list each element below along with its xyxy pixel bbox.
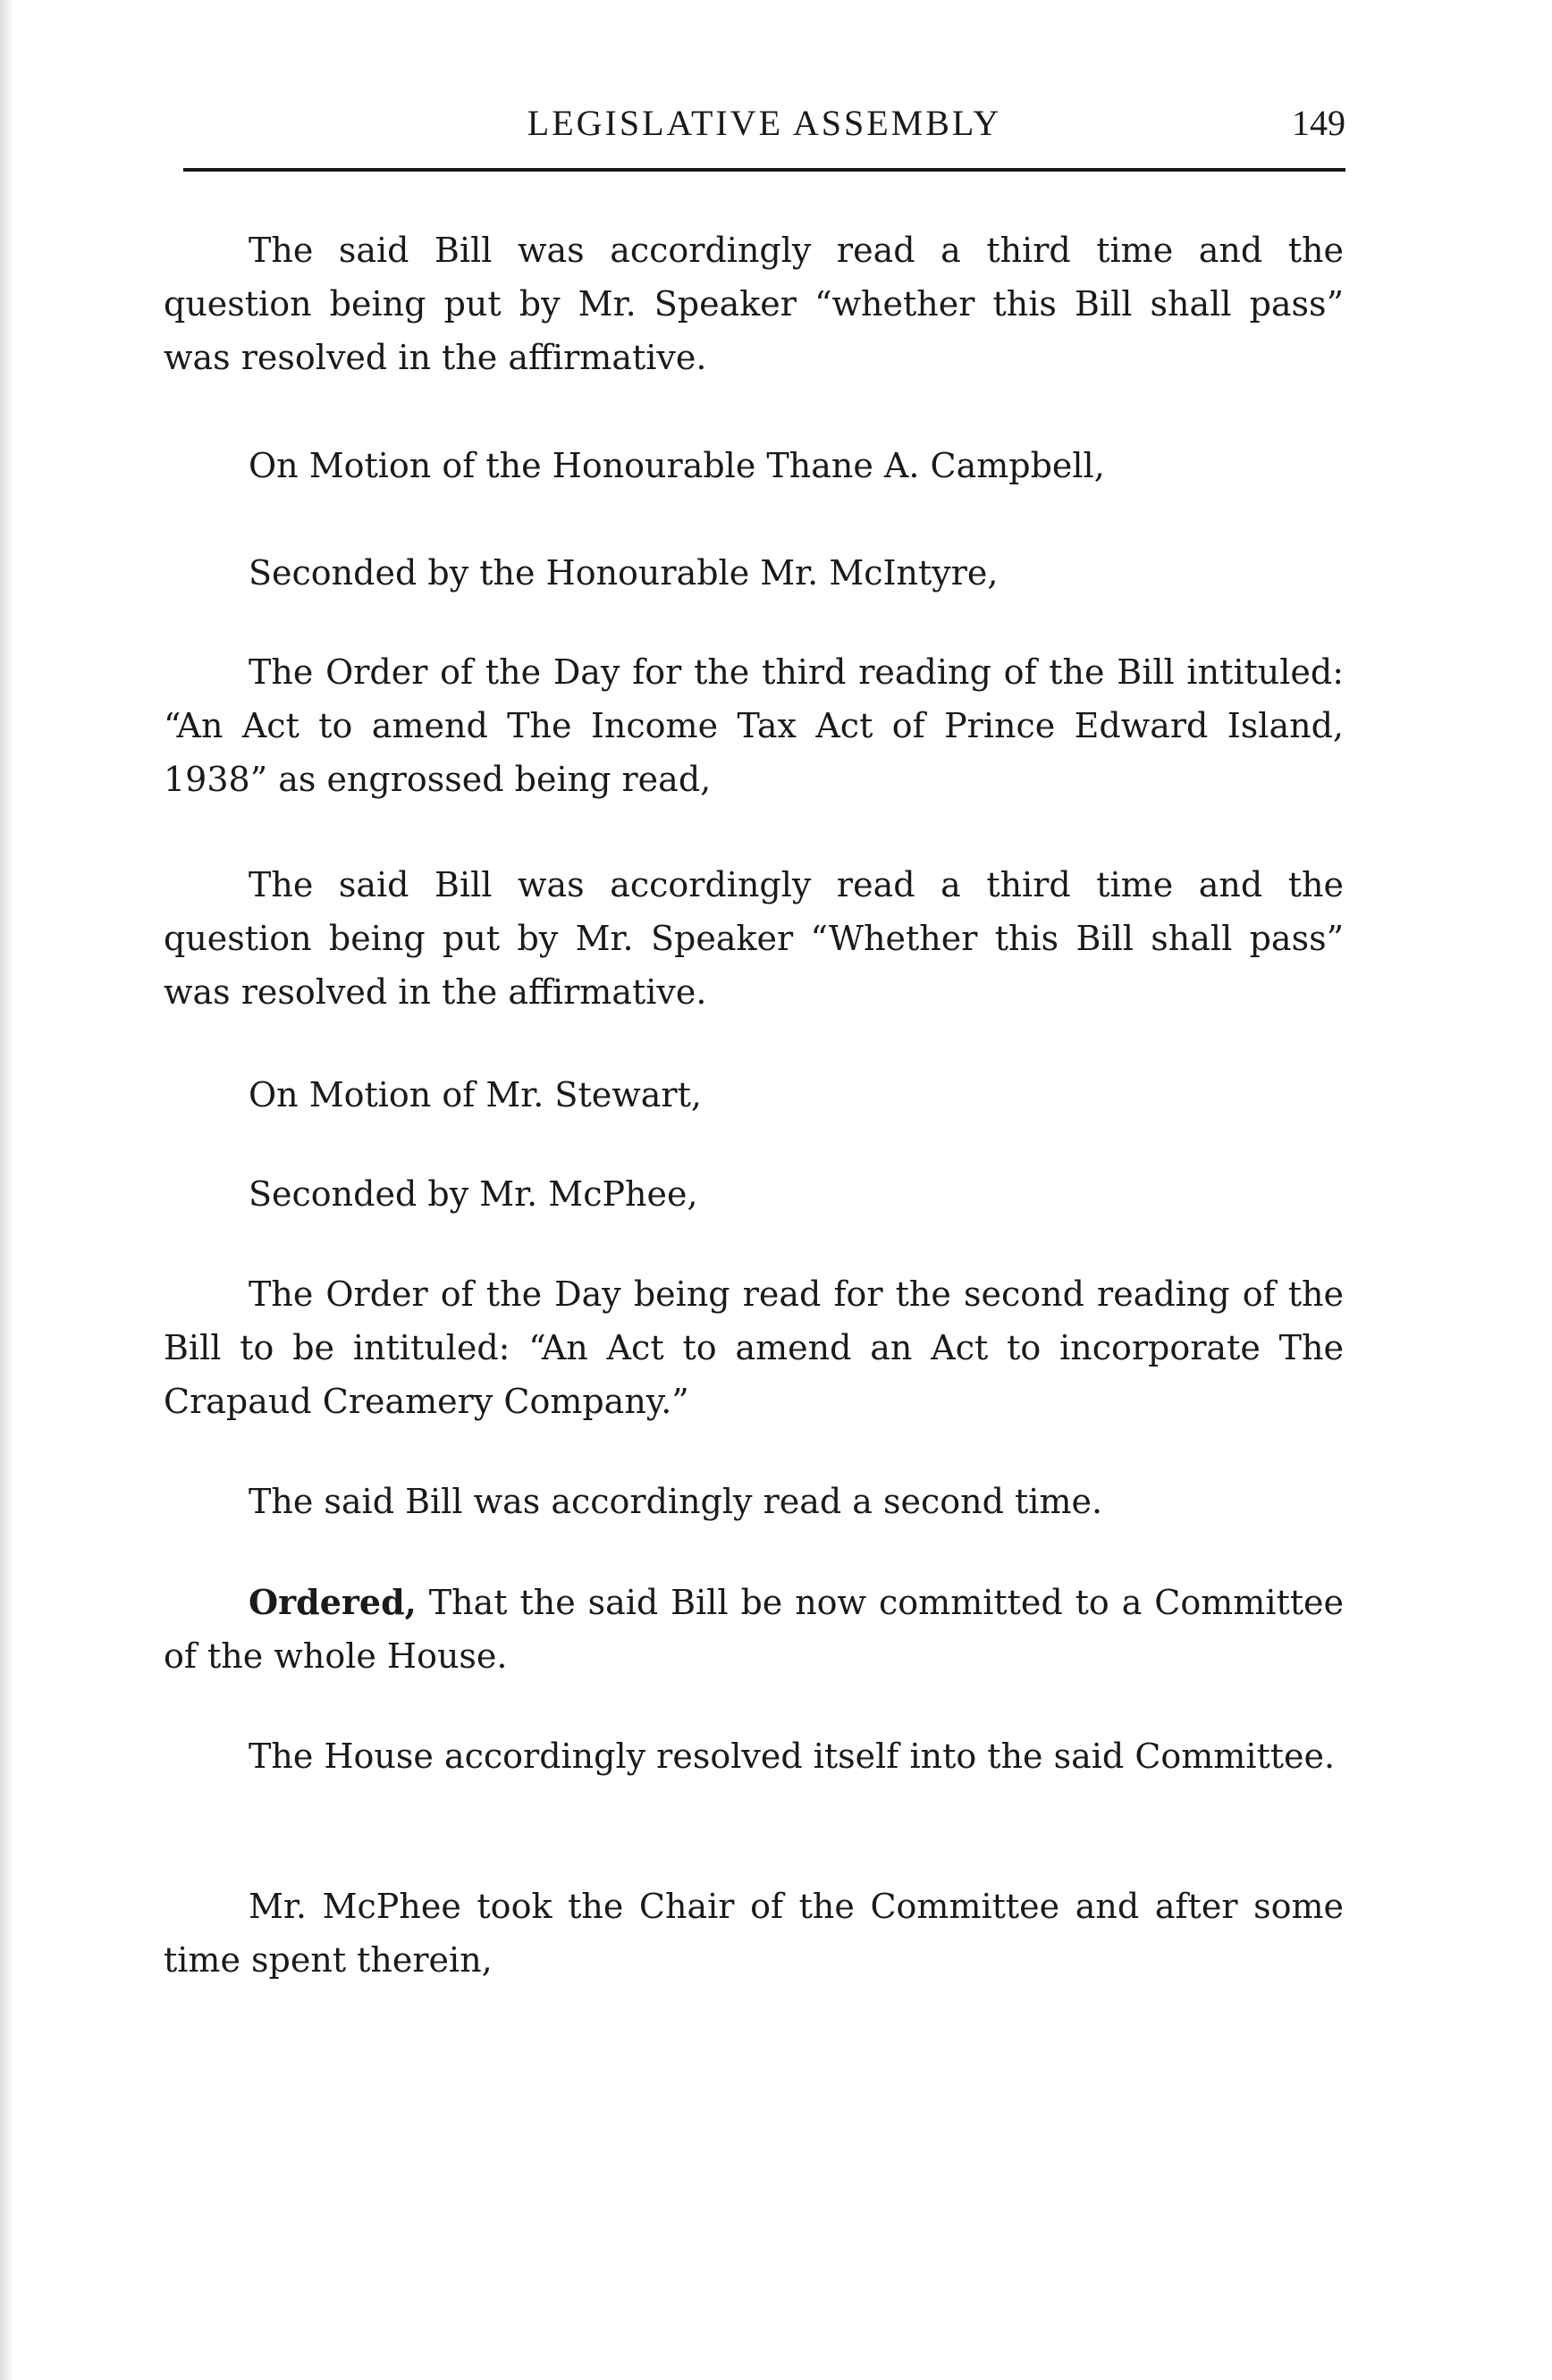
paragraph-order-crapaud-creamery: The Order of the Day being read for the second reading of the Bill to be intituled: “An Act to amend an Act to incorporate The Crapaud Creamery Company.” — [164, 1274, 1344, 1421]
paragraph-ordered-committed — [164, 1576, 1344, 1683]
running-header — [183, 100, 1345, 172]
paragraph-motion-campbell: On Motion of the Honourable Thane A. Campbell, — [249, 446, 1105, 485]
paragraph-motion-stewart: On Motion of Mr. Stewart, — [249, 1075, 702, 1114]
paragraph-order-income-tax-act: The Order of the Day for the third reading of the Bill intituled: “An Act to amend The Income Tax Act of Prince Edward Island, 1938” as engrossed being read, — [164, 652, 1344, 799]
paragraph-seconded-mcphee: Seconded by Mr. McPhee, — [249, 1174, 698, 1214]
paragraph-mcphee-chair: Mr. McPhee took the Chair of the Committee and after some time spent therein, — [164, 1887, 1344, 1980]
ordered-label: Ordered, — [249, 1582, 417, 1622]
page-edge — [0, 0, 14, 2380]
paragraph-bill-third-reading-result-2: The said Bill was accordingly read a third time and the question being put by Mr. Speaker “Whether this Bill shall pass” was resolved in the affirmative. — [164, 865, 1344, 1012]
paragraph-seconded-mcintyre: Seconded by the Honourable Mr. McIntyre, — [249, 553, 999, 593]
ordered-text: That the said Bill be now committed to a Committee of the whole House. — [164, 1583, 1344, 1676]
paragraph-second-reading: The said Bill was accordingly read a second time. — [249, 1482, 1103, 1521]
running-title: LEGISLATIVE ASSEMBLY — [527, 103, 1002, 143]
paragraph-house-resolved: The House accordingly resolved itself into the said Committee. — [249, 1737, 1336, 1776]
paragraph-bill-third-reading-result-1: The said Bill was accordingly read a third time and the question being put by Mr. Speaker “whether this Bill shall pass” was resolved in the affirmative. — [164, 231, 1344, 377]
page-number: 149 — [1292, 103, 1345, 143]
